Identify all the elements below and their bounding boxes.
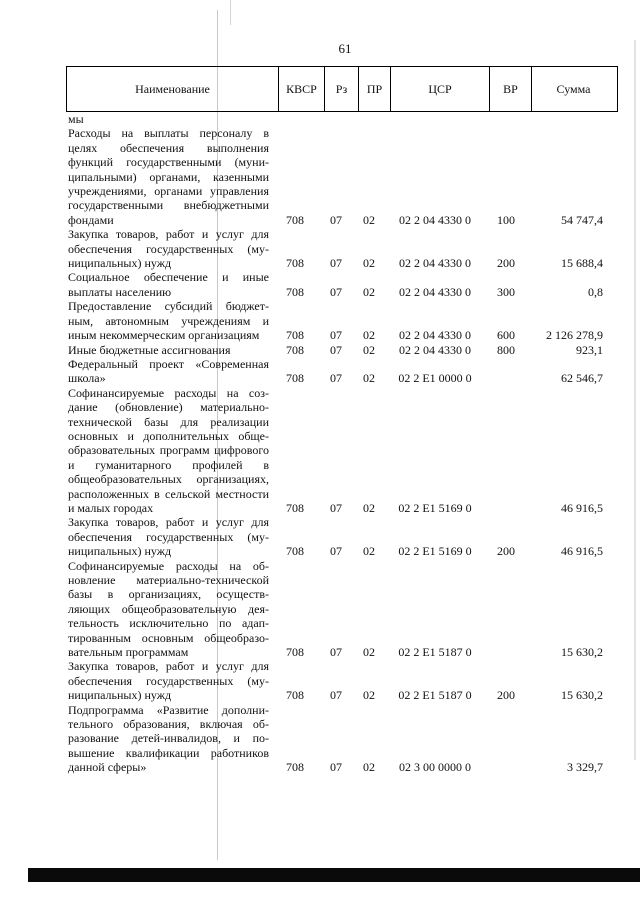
row-pr: 02 [363, 544, 375, 559]
row-sum: 3 329,7 [567, 760, 603, 775]
row-pr: 02 [363, 256, 375, 271]
row-vr: 200 [497, 544, 515, 559]
header-kvsr: КВСР [278, 67, 324, 111]
table-row [0, 299, 640, 342]
row-rz: 07 [330, 342, 342, 357]
row-vr: 300 [497, 284, 515, 299]
row-rz: 07 [330, 284, 342, 299]
row-csr: 02 2 E1 5187 0 [398, 645, 472, 660]
row-sum: 46 916,5 [561, 500, 603, 515]
header-csr: ЦСР [390, 67, 489, 111]
table-row [0, 126, 640, 227]
row-csr: 02 2 04 4330 0 [399, 328, 471, 343]
row-pr: 02 [363, 212, 375, 227]
row-kvsr: 708 [286, 688, 304, 703]
row-sum: 2 126 278,9 [546, 328, 603, 343]
row-name: Софинансируемые расходы на обновление материально-технической базы в организациях, осуществляющих общеобразовательную деятельность исключительно по адаптированным основным общеобразовательным программам [68, 558, 269, 660]
table-row [0, 357, 640, 386]
row-csr: 02 3 00 0000 0 [399, 760, 471, 775]
row-rz: 07 [330, 760, 342, 775]
page-fold-line-top [230, 0, 231, 25]
row-name: Иные бюджетные ассигнования [68, 342, 231, 357]
row-pr: 02 [363, 371, 375, 386]
row-pr: 02 [363, 645, 375, 660]
header-rz: Рз [324, 67, 358, 111]
row-sum: 46 916,5 [561, 544, 603, 559]
header-vr: ВР [489, 67, 531, 111]
row-sum: 923,1 [576, 342, 603, 357]
table-row [0, 559, 640, 660]
header-pr: ПР [358, 67, 390, 111]
row-name: Закупка товаров, работ и услуг для обеспечения государственных (муниципальных) нужд [68, 659, 269, 703]
table-row [0, 703, 640, 775]
row-kvsr: 708 [286, 371, 304, 386]
table-row [0, 515, 640, 558]
row-pr: 02 [363, 760, 375, 775]
row-name: Закупка товаров, работ и услуг для обеспечения государственных (муниципальных) нужд [68, 227, 269, 271]
row-rz: 07 [330, 212, 342, 227]
row-csr: 02 2 04 4330 0 [399, 212, 471, 227]
row-rz: 07 [330, 500, 342, 515]
row-rz: 07 [330, 688, 342, 703]
row-name: Софинансируемые расходы на создание (обновление) материально-технической базы для реализации основных и дополнительных общеобразовательных программ цифрового и гуманитарного профилей в общеобразовательных организациях, расположенных в сельской местности и малых городах [68, 385, 269, 515]
row-csr: 02 2 04 4330 0 [399, 256, 471, 271]
row-kvsr: 708 [286, 284, 304, 299]
row-kvsr: 708 [286, 645, 304, 660]
row-sum: 15 688,4 [561, 256, 603, 271]
row-name: Подпрограмма «Развитие дополнительного образования, включая образование детей-инвалидов, и повышение квалификации работников данной сферы» [68, 702, 269, 775]
row-name: Расходы на выплаты персоналу в целях обеспечения выполнения функций государственными (муниципальными) органами, казенными учреждениями, органами управления государственными внебюджетными фондами [68, 126, 269, 227]
scan-binding-bar [28, 868, 640, 882]
page-number: 61 [338, 41, 352, 56]
table-header [66, 66, 618, 112]
row-csr: 02 2 04 4330 0 [399, 342, 471, 357]
row-sum: 0,8 [588, 284, 603, 299]
row-sum: 15 630,2 [561, 688, 603, 703]
table-row [0, 227, 640, 270]
row-vr: 200 [497, 688, 515, 703]
row-vr: 100 [497, 212, 515, 227]
row-vr: 800 [497, 342, 515, 357]
row-csr: 02 2 E1 0000 0 [398, 371, 472, 386]
row-pr: 02 [363, 342, 375, 357]
row-kvsr: 708 [286, 212, 304, 227]
row-name: мы [68, 112, 84, 126]
table-row [0, 270, 640, 299]
row-vr: 200 [497, 256, 515, 271]
row-sum: 62 546,7 [561, 371, 603, 386]
row-kvsr: 708 [286, 500, 304, 515]
table-row [0, 343, 640, 357]
row-kvsr: 708 [286, 544, 304, 559]
row-vr: 600 [497, 328, 515, 343]
row-sum: 15 630,2 [561, 645, 603, 660]
row-csr: 02 2 04 4330 0 [399, 284, 471, 299]
row-rz: 07 [330, 328, 342, 343]
row-rz: 07 [330, 256, 342, 271]
row-rz: 07 [330, 645, 342, 660]
table-row [0, 659, 640, 702]
row-pr: 02 [363, 284, 375, 299]
table-row [0, 112, 640, 126]
row-rz: 07 [330, 371, 342, 386]
row-kvsr: 708 [286, 760, 304, 775]
row-csr: 02 2 E1 5169 0 [398, 544, 472, 559]
row-kvsr: 708 [286, 342, 304, 357]
row-sum: 54 747,4 [561, 212, 603, 227]
row-name: Социальное обеспечение и иные выплаты населению [68, 270, 269, 299]
row-csr: 02 2 E1 5169 0 [398, 500, 472, 515]
row-pr: 02 [363, 500, 375, 515]
row-csr: 02 2 E1 5187 0 [398, 688, 472, 703]
row-name: Федеральный проект «Современная школа» [68, 356, 269, 386]
header-sum: Сумма [531, 67, 615, 111]
row-name: Предоставление субсидий бюджетным, автономным учреждениям и иным некоммерческим организациям [68, 299, 269, 343]
row-name: Закупка товаров, работ и услуг для обеспечения государственных (муниципальных) нужд [68, 515, 269, 559]
row-pr: 02 [363, 328, 375, 343]
row-kvsr: 708 [286, 256, 304, 271]
row-pr: 02 [363, 688, 375, 703]
header-name: Наименование [135, 81, 210, 96]
table-body [0, 112, 640, 775]
table-row [0, 386, 640, 516]
row-rz: 07 [330, 544, 342, 559]
row-kvsr: 708 [286, 328, 304, 343]
